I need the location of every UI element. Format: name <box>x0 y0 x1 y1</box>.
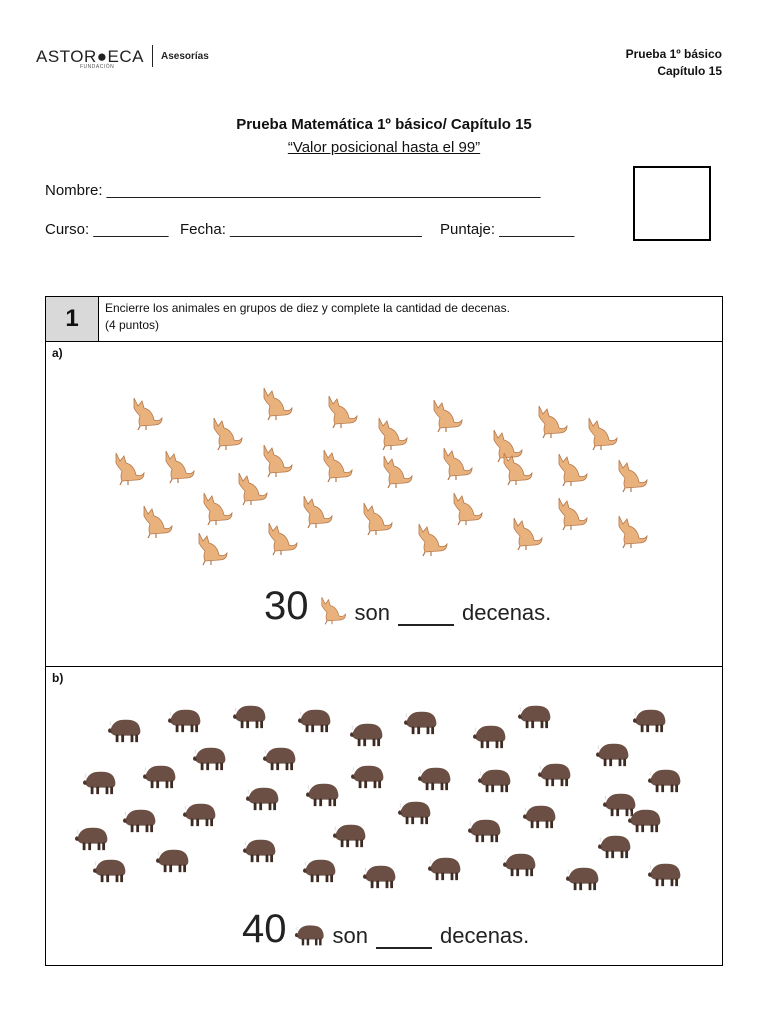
bison-icon[interactable] <box>296 707 334 739</box>
part-a-count: 30 <box>264 584 309 628</box>
bison-icon[interactable] <box>191 745 229 777</box>
bison-icon[interactable] <box>231 703 269 735</box>
bison-icon[interactable] <box>166 707 204 739</box>
fox-icon[interactable] <box>411 518 451 563</box>
bison-icon[interactable] <box>73 825 111 857</box>
fox-icon[interactable] <box>231 467 271 512</box>
fox-icon[interactable] <box>158 445 198 490</box>
part-b <box>46 667 723 966</box>
fox-icon[interactable] <box>356 497 396 542</box>
fox-icon[interactable] <box>256 382 296 427</box>
fox-icon[interactable] <box>126 392 166 437</box>
part-b-son: son <box>332 923 368 948</box>
bison-icon[interactable] <box>106 717 144 749</box>
bison-icon[interactable] <box>416 765 454 797</box>
bison-icon[interactable] <box>646 767 684 799</box>
bison-icon[interactable] <box>121 807 159 839</box>
bison-icon[interactable] <box>521 803 559 835</box>
fox-icon[interactable] <box>496 447 536 492</box>
instruction-line-1: Encierre los animales en grupos de diez y complete la cantidad de decenas. <box>105 301 510 315</box>
part-a <box>46 342 723 667</box>
bison-icon[interactable] <box>181 801 219 833</box>
bison-icon[interactable] <box>564 865 602 897</box>
fox-icon[interactable] <box>426 394 466 439</box>
bison-icon[interactable] <box>646 861 684 893</box>
bison-icon[interactable] <box>361 863 399 895</box>
fox-icon[interactable] <box>376 450 416 495</box>
bison-icon[interactable] <box>596 833 634 865</box>
curso-field[interactable]: Curso: _________ <box>45 221 169 238</box>
bison-icon[interactable] <box>594 741 632 773</box>
bison-icon[interactable] <box>349 763 387 795</box>
fox-icon[interactable] <box>196 487 236 532</box>
part-b-answer-blank[interactable] <box>376 925 432 949</box>
bison-icon[interactable] <box>141 763 179 795</box>
bison-icon[interactable] <box>426 855 464 887</box>
test-label: Prueba 1º básico <box>625 47 722 61</box>
fox-icon[interactable] <box>206 412 246 457</box>
part-a-label: a) <box>52 346 63 360</box>
logo-text: ASTOR●ECA <box>36 46 144 66</box>
bison-icon[interactable] <box>396 799 434 831</box>
puntaje-field[interactable]: Puntaje: _________ <box>440 221 575 238</box>
fox-icon[interactable] <box>296 490 336 535</box>
fox-icon <box>315 592 349 626</box>
bison-icon[interactable] <box>301 857 339 889</box>
fox-icon[interactable] <box>436 442 476 487</box>
bison-icon[interactable] <box>536 761 574 793</box>
logo-divider <box>152 45 153 67</box>
fox-icon[interactable] <box>191 527 231 572</box>
fox-icon[interactable] <box>108 447 148 492</box>
fox-icon[interactable] <box>611 510 651 555</box>
bison-icon[interactable] <box>91 857 129 889</box>
bison-icon[interactable] <box>402 709 440 741</box>
bison-icon[interactable] <box>471 723 509 755</box>
bison-icon[interactable] <box>154 847 192 879</box>
fecha-field[interactable]: Fecha: _______________________ <box>180 221 422 238</box>
bison-icon[interactable] <box>631 707 669 739</box>
bison-icon[interactable] <box>466 817 504 849</box>
question-instruction <box>99 297 723 342</box>
bison-icon <box>293 923 327 949</box>
fox-icon[interactable] <box>321 390 361 435</box>
fox-icon[interactable] <box>551 448 591 493</box>
logo-section: Asesorías <box>160 50 209 62</box>
fox-icon[interactable] <box>506 512 546 557</box>
bison-icon[interactable] <box>261 745 299 777</box>
bison-icon[interactable] <box>476 767 514 799</box>
part-a-decenas: decenas. <box>461 600 552 625</box>
chapter-label: Capítulo 15 <box>657 64 722 78</box>
logo <box>36 45 209 70</box>
bison-icon[interactable] <box>348 721 386 753</box>
part-b-decenas: decenas. <box>439 923 530 948</box>
instruction-line-2: (4 puntos) <box>105 318 160 332</box>
logo-subtext: FUNDACIÓN <box>80 64 115 70</box>
part-a-caption <box>264 586 551 626</box>
page-subtitle: “Valor posicional hasta el 99” <box>287 139 481 156</box>
bison-icon[interactable] <box>304 781 342 813</box>
part-b-label: b) <box>52 671 64 685</box>
bison-icon[interactable] <box>244 785 282 817</box>
part-b-count: 40 <box>242 907 287 951</box>
bison-icon[interactable] <box>241 837 279 869</box>
question-table <box>45 296 723 966</box>
part-a-son: son <box>354 600 390 625</box>
part-a-answer-blank[interactable] <box>398 602 454 626</box>
score-box[interactable] <box>633 166 711 241</box>
bison-icon[interactable] <box>81 769 119 801</box>
bison-icon[interactable] <box>331 822 369 854</box>
question-number: 1 <box>46 297 99 342</box>
bison-icon[interactable] <box>516 703 554 735</box>
fox-icon[interactable] <box>531 400 571 445</box>
part-b-caption <box>242 909 529 949</box>
bison-icon[interactable] <box>501 851 539 883</box>
page-title: Prueba Matemática 1º básico/ Capítulo 15 <box>236 116 532 133</box>
header-info <box>626 46 722 80</box>
fox-icon[interactable] <box>136 500 176 545</box>
nombre-field[interactable]: Nombre: ____________________________________________________ <box>45 182 541 199</box>
fox-icon[interactable] <box>611 454 651 499</box>
fox-icon[interactable] <box>261 517 301 562</box>
fox-icon[interactable] <box>316 444 356 489</box>
fox-icon[interactable] <box>446 487 486 532</box>
fox-icon[interactable] <box>551 492 591 537</box>
